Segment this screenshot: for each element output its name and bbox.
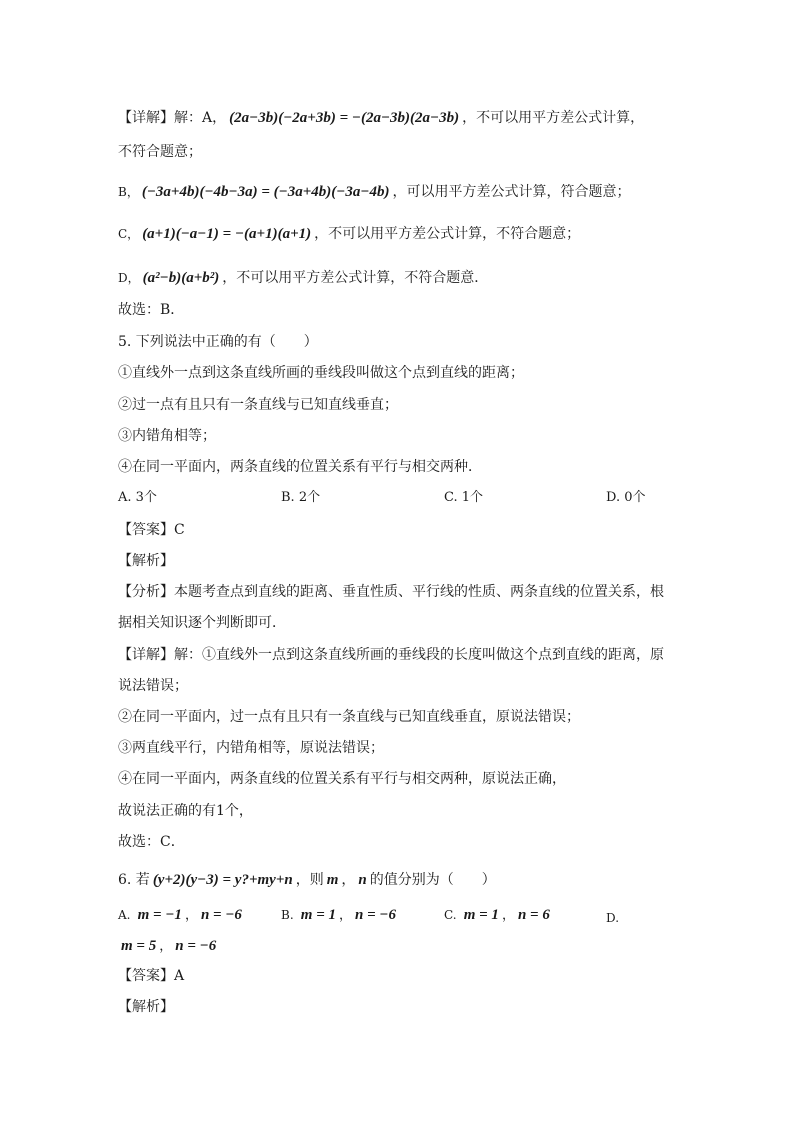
question-number: 6. 若: [118, 872, 150, 888]
formula-c: (a+1)(−a−1) = −(a+1)(a+1): [142, 226, 312, 242]
option-a: [118, 905, 245, 926]
question-5-stem: 5. 下列说法中正确的有（ ）: [118, 334, 318, 350]
option-label: C，: [118, 227, 140, 241]
detail-line: 【详解】解：①直线外一点到这条直线所画的垂线段的长度叫做这个点到直线的距离，原: [118, 647, 664, 663]
option-d-m: m = 5: [121, 938, 157, 954]
explanation-line-d: [118, 268, 678, 288]
detail-line: 故说法正确的有1个，: [118, 803, 253, 819]
explanation-text: ，不可以用平方差公式计算，不符合题意；: [314, 226, 581, 242]
option-label: C.: [444, 908, 457, 922]
statement-4: ④在同一平面内，两条直线的位置关系有平行与相交两种．: [118, 459, 482, 475]
explanation-line-b: [118, 182, 678, 202]
option-c: C. 1个: [444, 490, 484, 505]
option-label: D.: [606, 911, 620, 925]
option-c-m: m = 1: [463, 907, 499, 923]
option-b-n: n = −6: [355, 907, 396, 923]
stem-text: 的值分别为（ ）: [369, 872, 496, 888]
explanation-text: ，可以用平方差公式计算，符合题意；: [392, 184, 631, 200]
variable-n: n: [358, 872, 367, 888]
choice-line: 故选：B．: [118, 302, 185, 318]
answer: 【答案】C: [118, 522, 185, 538]
analysis-title: 【解析】: [118, 999, 174, 1015]
option-label: A.: [118, 908, 131, 922]
variable-m: m: [326, 872, 339, 888]
answer: 【答案】A: [118, 968, 185, 984]
option-label: B.: [281, 908, 294, 922]
explanation-line-c: [118, 224, 678, 244]
analysis-line: 据相关知识逐个判断即可．: [118, 615, 286, 631]
option-a-n: n = −6: [200, 907, 242, 923]
analysis-title: 【解析】: [118, 553, 174, 569]
explanation-text: ，不可以用平方差公式计算，不符合题意．: [222, 270, 489, 286]
detail-label: 【详解】解：A，: [118, 110, 227, 126]
detail-line: ③两直线平行，内错角相等，原说法错误；: [118, 740, 384, 756]
detail-line: ②在同一平面内，过一点有且只有一条直线与已知直线垂直，原说法错误；: [118, 709, 580, 725]
statement-1: ①直线外一点到这条直线所画的垂线段叫做这个点到直线的距离；: [118, 365, 524, 381]
option-b: [281, 905, 399, 926]
option-a: A. 3个: [118, 490, 157, 505]
question-6-stem: [118, 870, 678, 890]
explanation-line-a: [118, 108, 678, 128]
separator: ，: [159, 939, 173, 954]
formula-a: (2a−3b)(−2a+3b) = −(2a−3b)(2a−3b): [229, 110, 460, 126]
explanation-line-a-cont: 不符合题意；: [118, 144, 202, 160]
option-d: [606, 908, 619, 929]
detail-line: ④在同一平面内，两条直线的位置关系有平行与相交两种，原说法正确，: [118, 771, 566, 787]
option-c: [444, 905, 553, 926]
option-b-m: m = 1: [300, 907, 336, 923]
statement-2: ②过一点有且只有一条直线与已知直线垂直；: [118, 397, 398, 413]
option-c-n: n = 6: [517, 907, 550, 923]
explanation-text: ，不可以用平方差公式计算，: [462, 110, 645, 126]
option-label: D，: [118, 271, 140, 285]
option-a-m: m = −1: [137, 907, 182, 923]
formula-d: (a²−b)(a+b²): [142, 270, 220, 286]
option-d-n: n = −6: [175, 938, 217, 954]
formula-q6: (y+2)(y−3) = y?+my+n: [152, 872, 293, 888]
stem-text: ，则: [295, 872, 324, 888]
stem-text: ，: [341, 872, 356, 888]
option-label: B，: [118, 185, 139, 199]
detail-line: 说法错误；: [118, 678, 188, 694]
statement-3: ③内错角相等；: [118, 428, 216, 444]
choice-line: 故选：C．: [118, 834, 185, 850]
separator: ，: [184, 908, 198, 923]
formula-b: (−3a+4b)(−4b−3a) = (−3a+4b)(−3a−4b): [141, 184, 390, 200]
option-d-values: [118, 936, 219, 957]
option-b: B. 2个: [281, 490, 321, 505]
separator: ，: [339, 908, 353, 923]
option-d: D. 0个: [606, 490, 646, 505]
analysis-line: 【分析】本题考查点到直线的距离、垂直性质、平行线的性质、两条直线的位置关系，根: [118, 584, 664, 600]
separator: ，: [501, 908, 515, 923]
